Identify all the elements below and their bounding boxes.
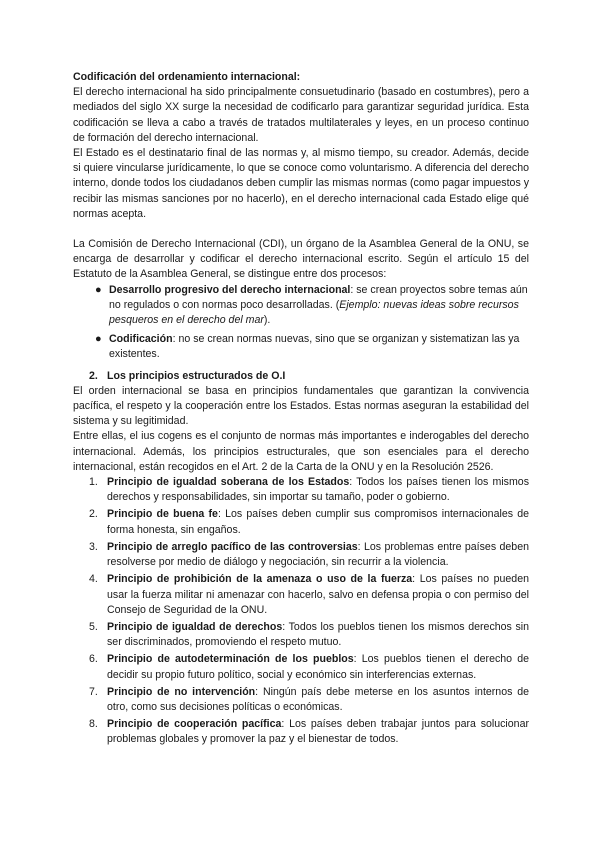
bullet-example: Ejemplo: nuevas ideas sobre recursos pesqueros en el derecho del mar bbox=[109, 298, 519, 327]
list-item bbox=[97, 332, 529, 362]
principle-term: Principio de cooperación pacífica bbox=[107, 718, 282, 731]
list-item bbox=[97, 283, 529, 329]
principle-term: Principio de autodeterminación de los pueblos bbox=[107, 653, 354, 666]
principle-term: Principio de igualdad soberana de los Estados bbox=[107, 476, 350, 489]
principle-text: : Los problemas entre países deben resolverse por medio de diálogo y negociación, sin recurrir a la violencia. bbox=[107, 540, 529, 569]
section1-paragraph-2: El Estado es el destinatario final de las normas y, al mismo tiempo, su creador. Además, decide si quiere vincularse jurídicamente, lo que se conoce como voluntarismo. A diferencia del derecho interno, donde todos los ciudadanos deben cumplir las mismas normas (como pagar impuestos y recibir las mismas sanciones por no hacerlo), en el derecho internacional cada Estado elige qué normas acepta. bbox=[73, 147, 529, 220]
section2-paragraph-2: Entre ellas, el ius cogens es el conjunto de normas más importantes e inderogables del derecho internacional. Además, los principios estructurales, que son esenciales para el derecho internacional, están recogidos en el Art. 2 de la Carta de la ONU y en la Resolución 2526. bbox=[73, 430, 529, 473]
item-number: 6. bbox=[89, 653, 98, 666]
principle-text: : Los países deben trabajar juntos para solucionar problemas globales y promover la paz y el bienestar de todos. bbox=[107, 718, 529, 746]
item-number: 7. bbox=[89, 685, 98, 698]
principle-term: Principio de no intervención bbox=[107, 685, 256, 698]
item-number: 4. bbox=[89, 573, 98, 586]
list-item bbox=[89, 572, 529, 618]
item-number: 2. bbox=[89, 508, 98, 521]
bullet-text: : se crean proyectos sobre temas aún no regulados o con normas poco desarrolladas. ( bbox=[109, 283, 528, 311]
bullet-tail: ). bbox=[263, 314, 271, 327]
bullet-text: : no se crean normas nuevas, sino que se organizan y sistematizan las ya existentes. bbox=[109, 333, 520, 361]
section1-paragraph-3: La Comisión de Derecho Internacional (CDI), un órgano de la Asamblea General de la ONU, se encarga de desarrollar y codificar el derecho internacional escrito. Según el artículo 15 del Estatuto de la Asamblea General, se distingue entre dos procesos: bbox=[73, 238, 529, 281]
list-item bbox=[89, 507, 529, 537]
bullet-icon: ● bbox=[95, 283, 102, 296]
principle-text: : Los países no pueden usar la fuerza militar ni amenazar con hacerlo, salvo en defensa propia o con permiso del Consejo de Seguridad de la ONU. bbox=[107, 573, 529, 616]
spacer bbox=[73, 222, 529, 237]
list-item bbox=[89, 620, 529, 650]
list-item bbox=[89, 717, 529, 747]
item-number: 8. bbox=[89, 718, 98, 731]
list-item bbox=[89, 652, 529, 682]
principle-text: : Los pueblos tienen el derecho de decidir su propio futuro político, social y económico sin interferencias externas. bbox=[107, 653, 529, 681]
principle-text: : Todos los países tienen los mismos derechos y responsabilidades, sin importar su tamaño, poder o gobierno. bbox=[107, 476, 529, 504]
list-item bbox=[89, 685, 530, 715]
section2-number: 2. bbox=[89, 369, 98, 382]
section2-heading bbox=[73, 369, 529, 384]
principle-term: Principio de prohibición de la amenaza o uso de la fuerza bbox=[107, 573, 413, 586]
principles-list bbox=[73, 475, 529, 747]
item-number: 5. bbox=[89, 620, 98, 633]
principle-text: : Todos los pueblos tienen los mismos derechos sin ser discriminados, promoviendo el respeto mutuo. bbox=[107, 620, 529, 649]
bullet-icon: ● bbox=[95, 333, 102, 346]
bullet-term: Codificación bbox=[109, 333, 173, 346]
item-number: 1. bbox=[89, 476, 98, 489]
principle-term: Principio de buena fe bbox=[107, 508, 218, 521]
section1-title: Codificación del ordenamiento internacional: bbox=[73, 71, 301, 83]
bullet-term: Desarrollo progresivo del derecho internacional bbox=[109, 283, 351, 296]
principle-term: Principio de igualdad de derechos bbox=[107, 620, 283, 633]
list-item bbox=[89, 475, 529, 505]
section2-paragraph-1: El orden internacional se basa en principios fundamentales que garantizan la convivencia pacífica, el respeto y la cooperación entre los Estados. Estas normas aseguran la estabilidad del sistema y su legitimidad. bbox=[73, 384, 529, 428]
principle-text: : Ningún país debe meterse en los asuntos internos de otro, como sus decisiones políticas o económicas. bbox=[107, 685, 530, 713]
principle-term: Principio de arreglo pacífico de las controversias bbox=[107, 540, 358, 553]
list-item bbox=[89, 540, 529, 570]
section2-title: Los principios estructurados de O.I bbox=[107, 369, 286, 382]
section1-paragraph-1: El derecho internacional ha sido principalmente consuetudinario (basado en costumbres), pero a mediados del siglo XX surge la necesidad de codificarlo para garantizar seguridad jurídica. Esta codificación se lleva a cabo a través de tratados multilaterales y leyes, en un proceso continuo de formación del derecho internacional. bbox=[73, 86, 529, 144]
item-number: 3. bbox=[89, 540, 98, 553]
principle-text: : Los países deben cumplir sus compromisos internacionales de forma honesta, sin engaños. bbox=[107, 508, 529, 536]
process-list bbox=[73, 283, 529, 363]
document-page bbox=[73, 70, 529, 750]
